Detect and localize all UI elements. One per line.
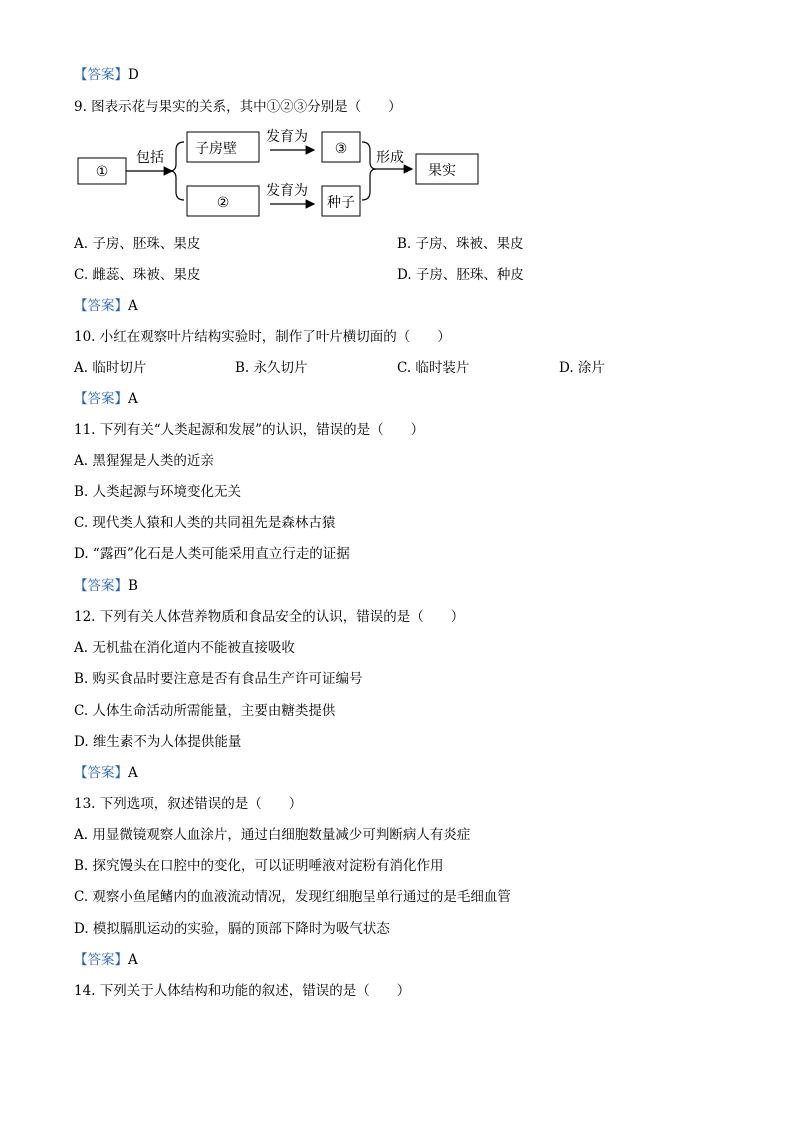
answer-line [74, 951, 138, 969]
develop-bottom-label: 发育为 [266, 183, 308, 199]
answer-label: 【答案】 [74, 391, 128, 407]
q13-option-d: D. 模拟膈肌运动的实验，膈的顶部下降时为吸气状态 [74, 921, 390, 937]
q11-option-b: B. 人类起源与环境变化无关 [74, 484, 242, 500]
q10-option-b: B. 永久切片 [235, 360, 308, 376]
answer-label: 【答案】 [74, 298, 128, 314]
answer-value: A [128, 391, 138, 407]
answer-line [74, 764, 138, 782]
answer-label: 【答案】 [74, 765, 128, 781]
answer-value: A [128, 952, 138, 968]
box-1-label: ① [95, 164, 109, 180]
question-13-stem: 13. 下列选项，叙述错误的是（ ） [74, 796, 303, 812]
answer-label: 【答案】 [74, 952, 128, 968]
answer-line [74, 297, 138, 315]
right-brace [362, 142, 376, 200]
box-3-label: ③ [334, 141, 348, 157]
q11-option-a: A. 黑猩猩是人类的近亲 [74, 453, 214, 469]
q9-option-d: D. 子房、胚珠、种皮 [397, 267, 524, 283]
q10-option-d: D. 涂片 [559, 360, 605, 376]
include-label: 包括 [136, 150, 164, 166]
answer-value: B [128, 578, 138, 594]
fruit-label: 果实 [428, 163, 456, 179]
question-12-stem: 12. 下列有关人体营养物质和食品安全的认识，错误的是（ ） [74, 609, 465, 625]
q13-option-c: C. 观察小鱼尾鳍内的血液流动情况，发现红细胞呈单行通过的是毛细血管 [74, 889, 511, 905]
q11-option-c: C. 现代类人猿和人类的共同祖先是森林古猿 [74, 515, 336, 531]
q10-option-c: C. 临时装片 [397, 360, 470, 376]
flower-fruit-diagram [74, 126, 554, 226]
question-9-stem: 9. 图表示花与果实的关系，其中①②③分别是（ ） [74, 99, 402, 115]
answer-value: A [128, 765, 138, 781]
q9-option-a: A. 子房、胚珠、果皮 [74, 236, 201, 252]
left-brace [170, 142, 184, 200]
seed-label: 种子 [327, 195, 355, 211]
q12-option-d: D. 维生素不为人体提供能量 [74, 734, 242, 750]
q10-option-a: A. 临时切片 [74, 360, 147, 376]
answer-label: 【答案】 [74, 67, 128, 83]
q12-option-b: B. 购买食品时要注意是否有食品生产许可证编号 [74, 671, 363, 687]
q12-option-a: A. 无机盐在消化道内不能被直接吸收 [74, 640, 295, 656]
q9-option-c: C. 雌蕊、珠被、果皮 [74, 267, 201, 283]
box-2-label: ② [216, 195, 230, 211]
question-10-stem: 10. 小红在观察叶片结构实验时，制作了叶片横切面的（ ） [74, 329, 451, 345]
ovary-wall-label: 子房壁 [195, 141, 237, 157]
q9-option-b: B. 子房、珠被、果皮 [397, 236, 524, 252]
question-11-stem: 11. 下列有关“人类起源和发展”的认识，错误的是（ ） [74, 422, 425, 438]
answer-line [74, 577, 138, 595]
q11-option-d: D. “露西”化石是人类可能采用直立行走的证据 [74, 546, 350, 562]
answer-line [74, 66, 139, 84]
question-14-stem: 14. 下列关于人体结构和功能的叙述，错误的是（ ） [74, 983, 411, 999]
develop-top-label: 发育为 [266, 129, 308, 145]
q13-option-b: B. 探究馒头在口腔中的变化，可以证明唾液对淀粉有消化作用 [74, 858, 444, 874]
q12-option-c: C. 人体生命活动所需能量，主要由糖类提供 [74, 703, 336, 719]
form-label: 形成 [376, 150, 404, 166]
answer-value: D [128, 67, 139, 83]
q13-option-a: A. 用显微镜观察人血涂片，通过白细胞数量减少可判断病人有炎症 [74, 827, 471, 843]
answer-line [74, 390, 138, 408]
answer-value: A [128, 298, 138, 314]
answer-label: 【答案】 [74, 578, 128, 594]
